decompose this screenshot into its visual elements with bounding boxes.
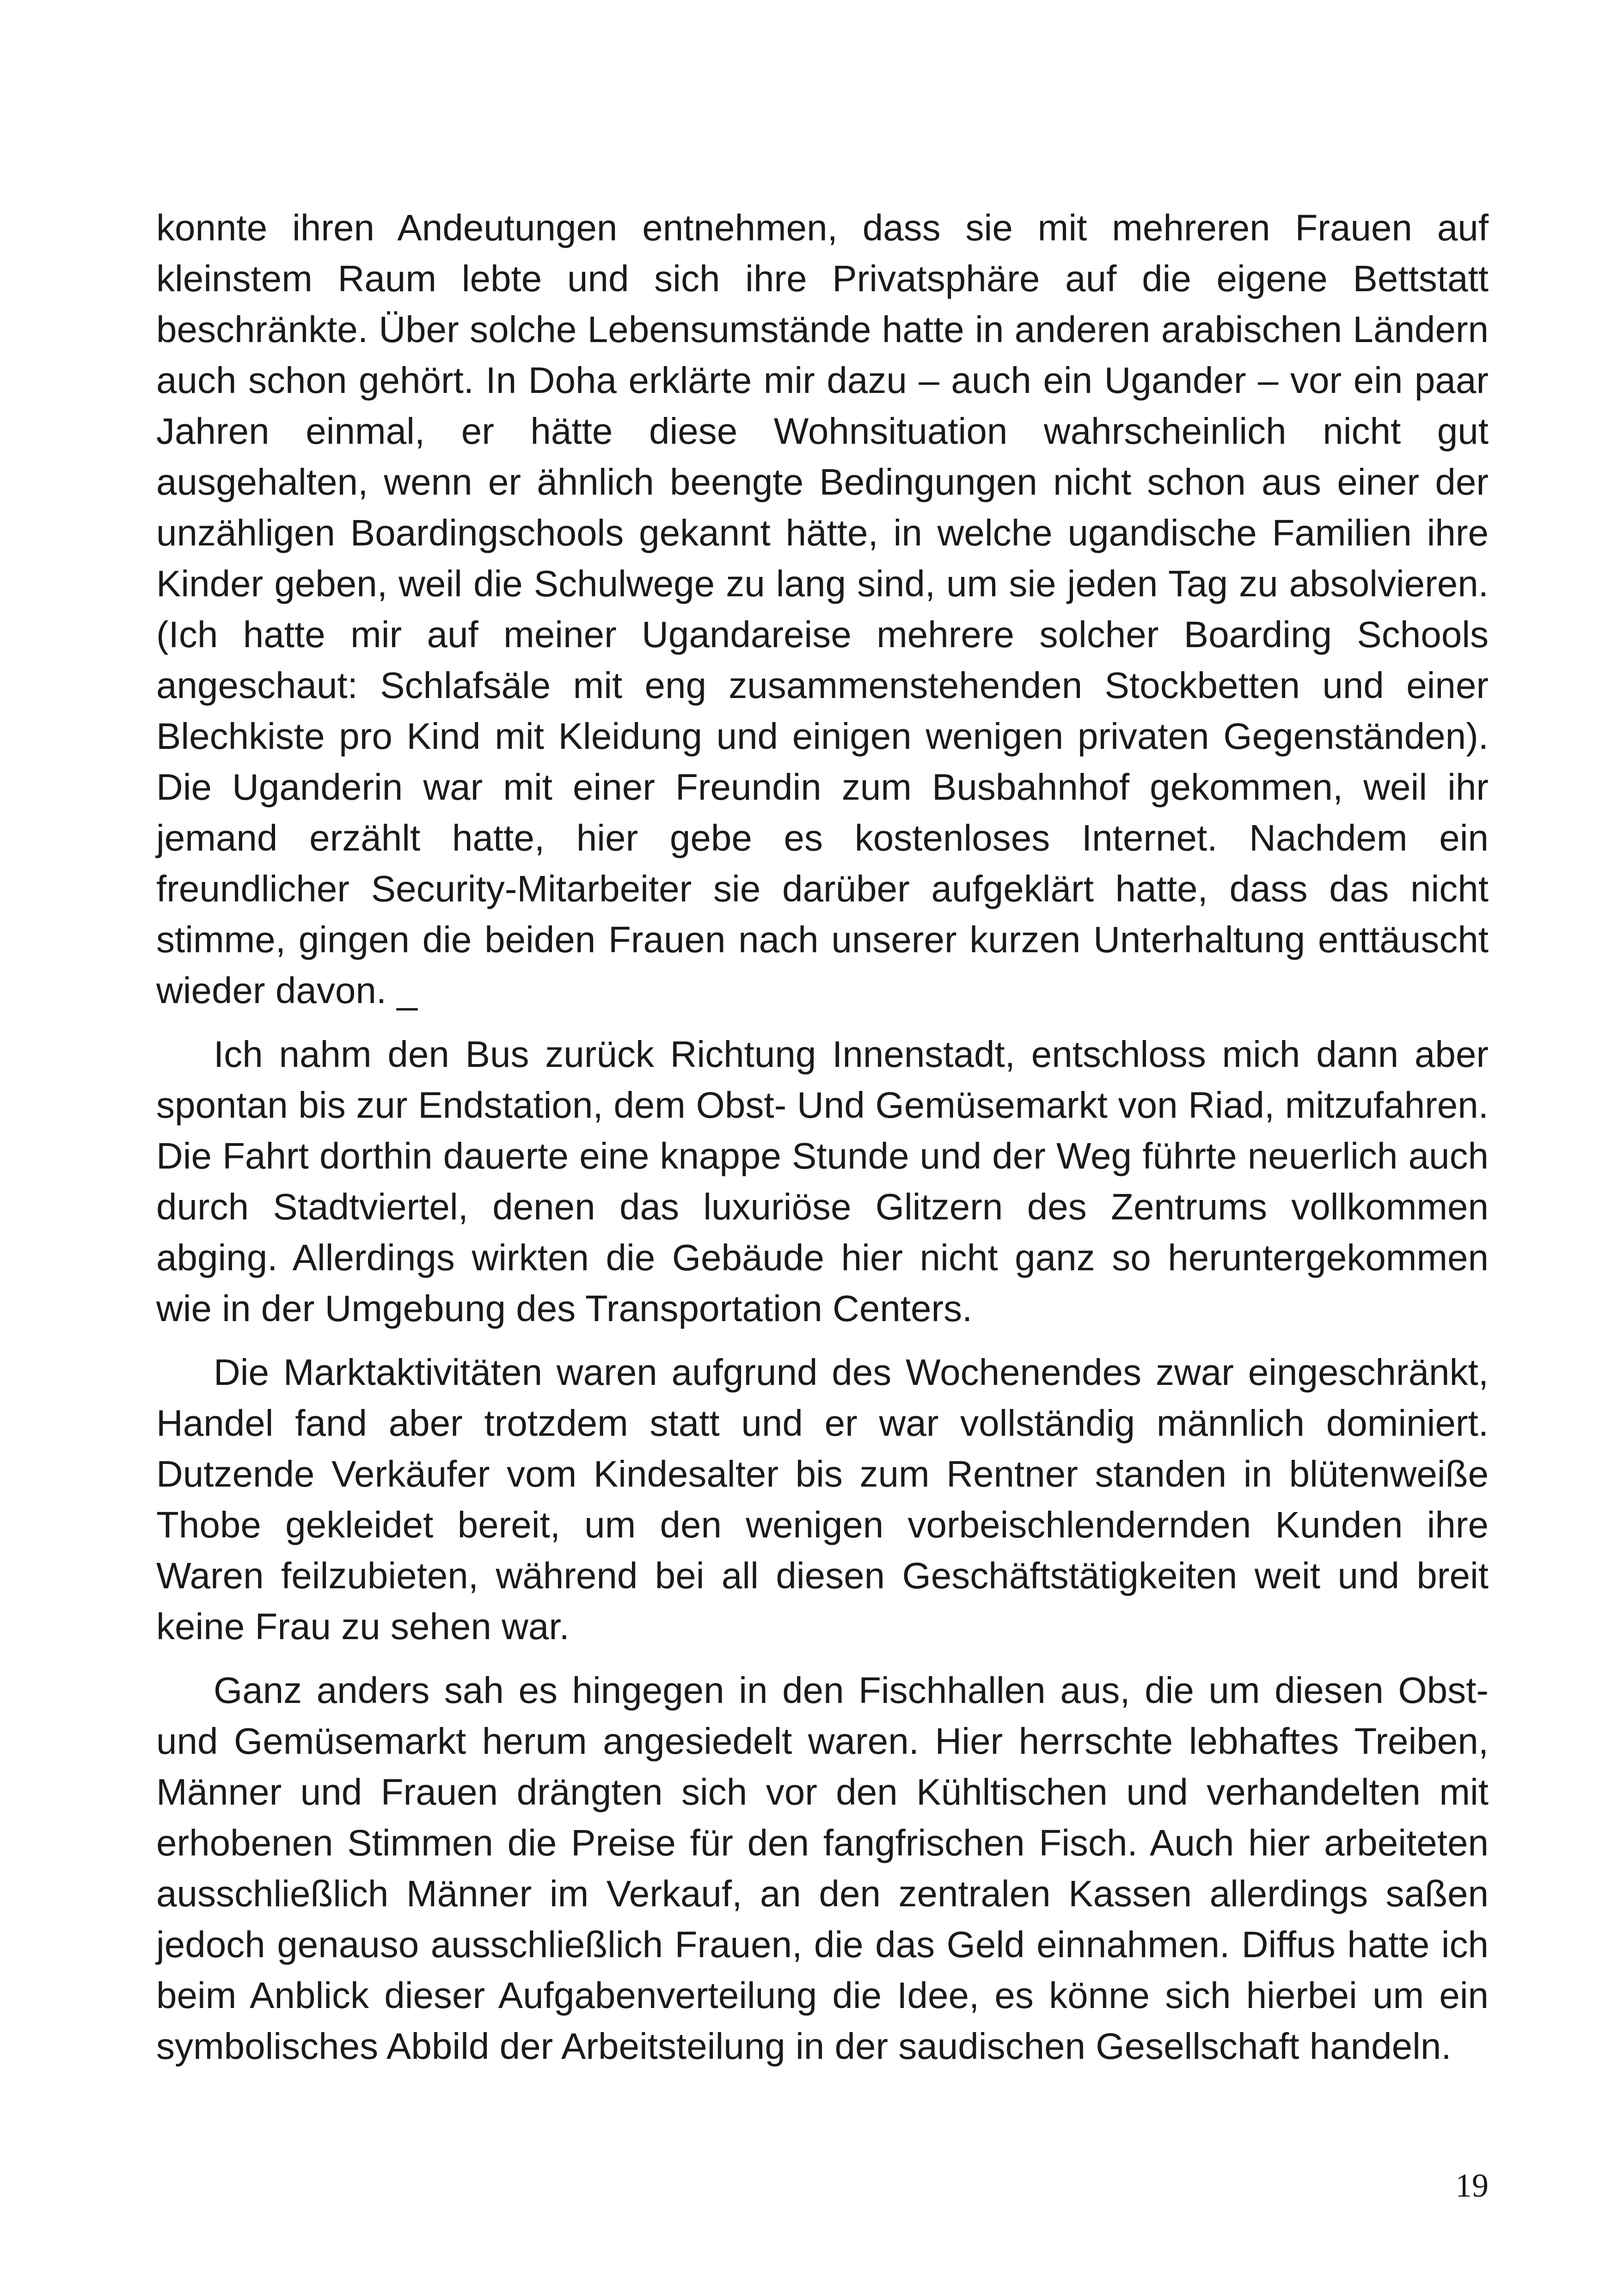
body-text — [156, 202, 1489, 2072]
paragraph-3: Die Marktaktivitäten waren aufgrund des Wochenendes zwar eingeschränkt, Handel fand aber trotzdem statt und er war vollständig männlich dominiert. Dutzende Verkäufer vom Kindesalter bis zum Rentner standen in blütenweiße Thobe gekleidet bereit, um den wenigen vorbeischlendernden Kunden ihre Waren feilzubieten, während bei all diesen Geschäftstätigkeiten weit und breit keine Frau zu sehen war. — [156, 1352, 1489, 1647]
paragraph-2: Ich nahm den Bus zurück Richtung Innenstadt, entschloss mich dann aber spontan bis zur Endstation, dem Obst- Und Gemüsemarkt von Riad, mitzufahren. Die Fahrt dorthin dauerte eine knappe Stunde und der Weg führte neuerlich auch durch Stadtviertel, denen das luxuriöse Glitzern des Zentrums vollkommen abging. Allerdings wirkten die Gebäude hier nicht ganz so heruntergekommen wie in der Umgebung des Transportation Centers. — [156, 1034, 1489, 1329]
page-number: 19 — [1455, 2167, 1489, 2204]
paragraph-1: konnte ihren Andeutungen entnehmen, dass sie mit mehreren Frauen auf kleinstem Raum lebte und sich ihre Privatsphäre auf die eigene Bettstatt beschränkte. Über solche Lebensumstände hatte in anderen arabischen Ländern auch schon gehört. In Doha erklärte mir dazu – auch ein Ugander – vor ein paar Jahren einmal, er hätte diese Wohnsituation wahrscheinlich nicht gut ausgehalten, wenn er ähnlich beengte Bedingungen nicht schon aus einer der unzähligen Boardingschools gekannt hätte, in welche ugandische Familien ihre Kinder geben, weil die Schulwege zu lang sind, um sie jeden Tag zu absolvieren. (Ich hatte mir auf meiner Ugandareise mehrere solcher Boarding Schools angeschaut: Schlafsäle mit eng zusammenstehenden Stockbetten und einer Blechkiste pro Kind mit Kleidung und einigen wenigen privaten Gegenständen). Die Uganderin war mit einer Freundin zum Busbahnhof gekommen, weil ihr jemand erzählt hatte, hier gebe es kostenloses Internet. Nachdem ein freundlicher Security-Mitarbeiter sie darüber aufgeklärt hatte, dass das nicht stimme, gingen die beiden Frauen nach unserer kurzen Unterhaltung enttäuscht wieder davon. _ — [156, 207, 1489, 1011]
paragraph-4: Ganz anders sah es hingegen in den Fischhallen aus, die um diesen Obst- und Gemüsemarkt herum angesiedelt waren. Hier herrschte lebhaftes Treiben, Männer und Frauen drängten sich vor den Kühltischen und verhandelten mit erhobenen Stimmen die Preise für den fangfrischen Fisch. Auch hier arbeiteten ausschließlich Männer im Verkauf, an den zentralen Kassen allerdings saßen jedoch genauso ausschließlich Frauen, die das Geld einnahmen. Diffus hatte ich beim Anblick dieser Aufgabenverteilung die Idee, es könne sich hierbei um ein symbolisches Abbild der Arbeitsteilung in der saudischen Gesellschaft handeln. — [156, 1670, 1489, 2067]
